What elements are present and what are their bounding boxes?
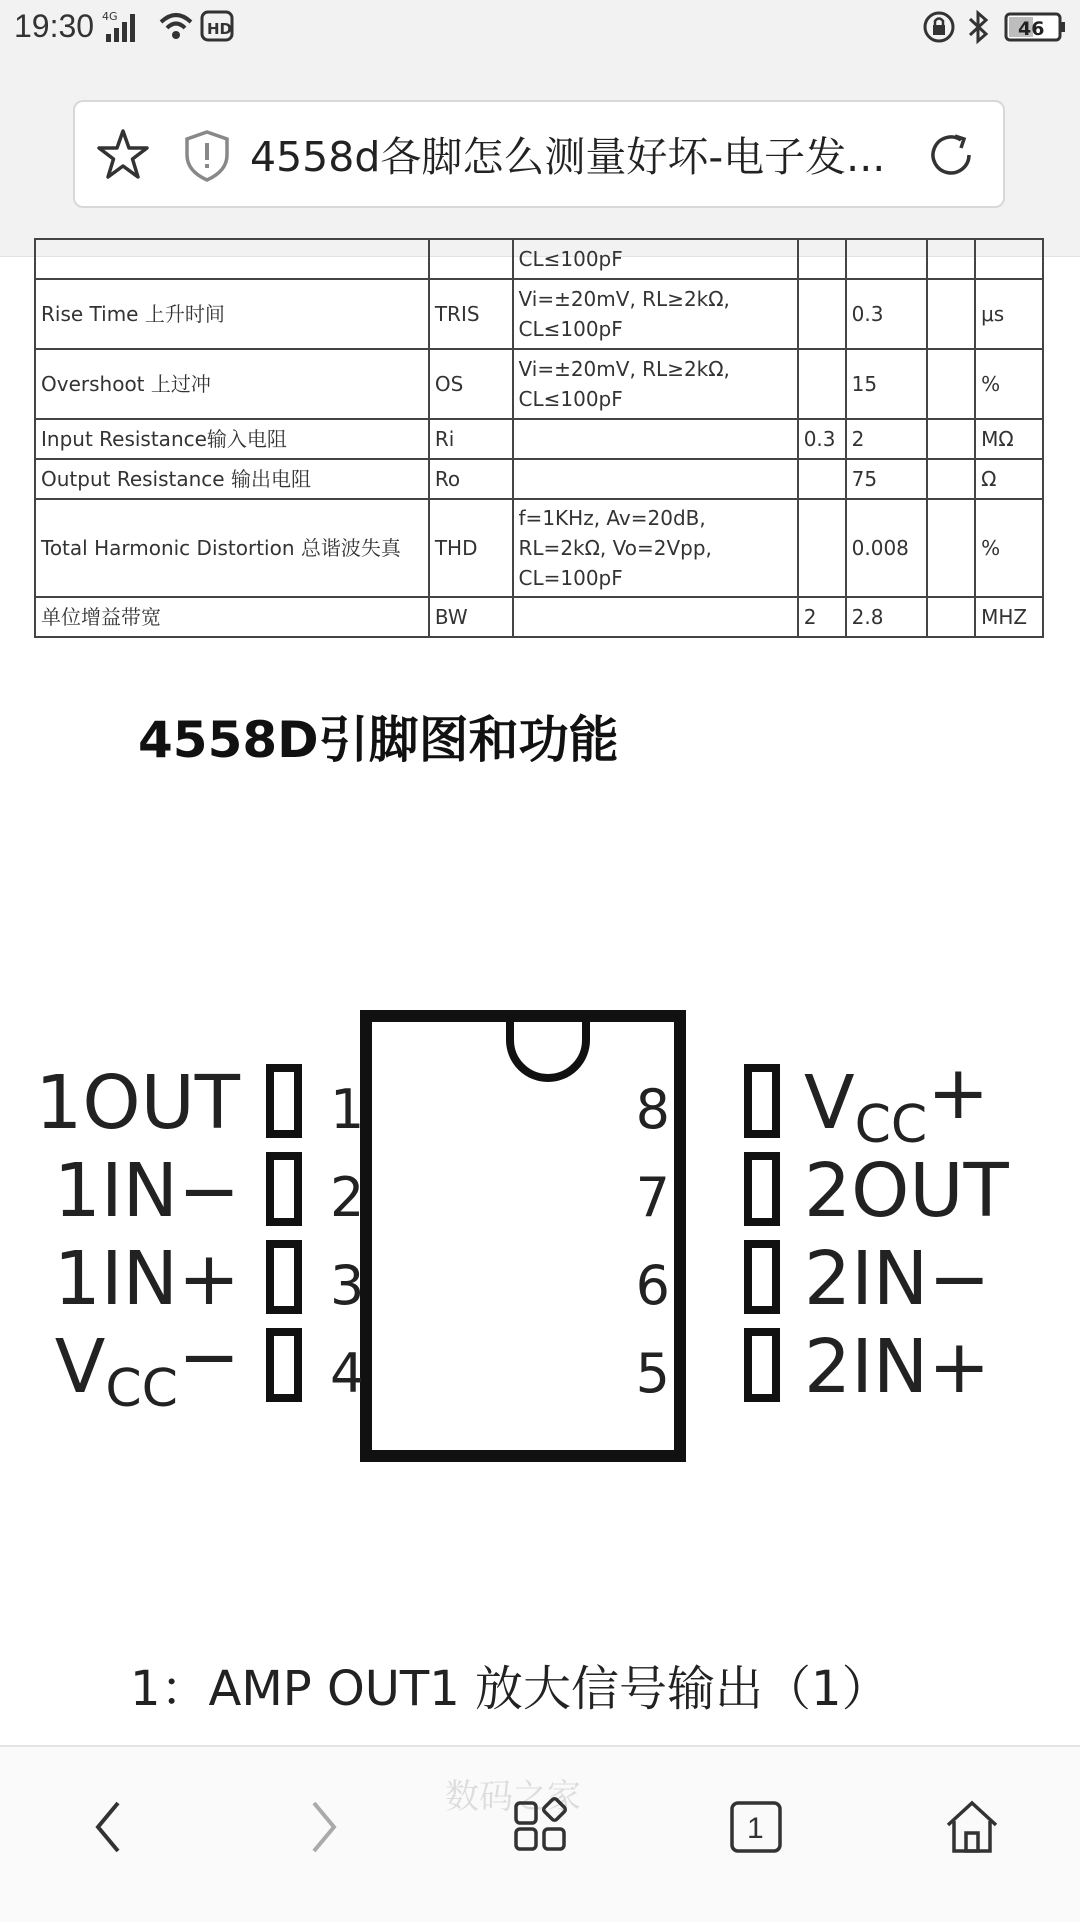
- table-row: [35, 459, 1043, 499]
- back-button[interactable]: [68, 1787, 148, 1867]
- table-cell-condition: Vi=±20mV, RL≥2kΩ, CL≤100pF: [513, 279, 798, 349]
- table-cell-max: [927, 239, 975, 279]
- table-cell-typ: 2.8: [846, 597, 928, 637]
- pin-label: 2IN−: [804, 1236, 991, 1322]
- table-cell-typ: 15: [846, 349, 928, 419]
- bookmark-star-icon[interactable]: [95, 127, 151, 183]
- pin-lead: [748, 1244, 776, 1310]
- table-cell-min: [798, 239, 846, 279]
- table-row: [35, 499, 1043, 597]
- table-cell-typ: 0.3: [846, 279, 928, 349]
- pin-label: VCC+: [804, 1050, 990, 1155]
- table-cell-symbol: OS: [429, 349, 513, 419]
- hd-label: HD: [207, 20, 233, 38]
- menu-button[interactable]: [500, 1787, 580, 1867]
- pin-number: 3: [330, 1254, 365, 1317]
- spec-table: [34, 238, 1044, 638]
- pin-number: 6: [635, 1254, 670, 1317]
- pin-label: VCC−: [54, 1314, 240, 1419]
- home-icon: [942, 1797, 1002, 1857]
- table-cell-typ: [846, 239, 928, 279]
- page-title[interactable]: 4558d各脚怎么测量好坏-电子发...: [250, 133, 886, 181]
- table-row: [35, 239, 1043, 279]
- table-cell-max: [927, 499, 975, 597]
- table-cell-unit: MHZ: [975, 597, 1043, 637]
- table-cell-condition: CL≤100pF: [513, 239, 798, 279]
- forward-button[interactable]: [284, 1787, 364, 1867]
- pin-number: 2: [330, 1166, 365, 1229]
- table-cell-param: Input Resistance输入电阻: [35, 419, 429, 459]
- tab-count: 1: [747, 1812, 764, 1845]
- pin-number: 8: [635, 1078, 670, 1141]
- pin-label: 1OUT: [35, 1060, 240, 1146]
- battery-level: 46: [1018, 18, 1045, 40]
- battery-icon: [1004, 10, 1068, 44]
- section-heading: 4558D引脚图和功能: [138, 711, 619, 769]
- table-cell-typ: 75: [846, 459, 928, 499]
- status-time: 19:30: [14, 8, 95, 44]
- home-button[interactable]: [932, 1787, 1012, 1867]
- rotation-lock-icon: [922, 10, 958, 44]
- table-cell-max: [927, 349, 975, 419]
- table-cell-symbol: [429, 239, 513, 279]
- table-cell-condition: Vi=±20mV, RL≥2kΩ, CL≤100pF: [513, 349, 798, 419]
- table-cell-unit: MΩ: [975, 419, 1043, 459]
- security-shield-icon[interactable]: [183, 129, 231, 183]
- address-bar[interactable]: [73, 100, 1005, 208]
- pin-description: 1：AMP OUT1 放大信号输出（1）: [130, 1661, 890, 1717]
- table-row: [35, 349, 1043, 419]
- pin-label: 2OUT: [804, 1148, 1009, 1234]
- table-cell-unit: %: [975, 349, 1043, 419]
- ic-body: [366, 1016, 680, 1456]
- pin-label: 2IN+: [804, 1324, 991, 1410]
- table-cell-symbol: Ro: [429, 459, 513, 499]
- pin-lead: [748, 1156, 776, 1222]
- table-cell-min: [798, 279, 846, 349]
- table-row: [35, 597, 1043, 637]
- table-cell-condition: [513, 459, 798, 499]
- pin-lead: [748, 1068, 776, 1134]
- table-cell-max: [927, 419, 975, 459]
- table-cell-min: 2: [798, 597, 846, 637]
- reload-icon[interactable]: [923, 127, 979, 183]
- table-cell-param: [35, 239, 429, 279]
- table-cell-param: Rise Time 上升时间: [35, 279, 429, 349]
- table-cell-typ: 0.008: [846, 499, 928, 597]
- table-cell-param: 单位增益带宽: [35, 597, 429, 637]
- pin-number: 7: [635, 1166, 670, 1229]
- bottom-navigation: [0, 1745, 1080, 1922]
- table-cell-max: [927, 597, 975, 637]
- pin-label: 1IN+: [53, 1236, 240, 1322]
- pin-lead: [748, 1332, 776, 1398]
- table-cell-condition: [513, 419, 798, 459]
- forward-arrow-icon: [304, 1797, 344, 1857]
- cellular-signal-icon: [102, 10, 150, 46]
- table-cell-min: [798, 499, 846, 597]
- table-cell-condition: f=1KHz, Av=20dB, RL=2kΩ, Vo=2Vpp, CL=100pF: [513, 499, 798, 597]
- table-cell-param: Output Resistance 输出电阻: [35, 459, 429, 499]
- status-bar: [0, 0, 1080, 56]
- table-cell-unit: Ω: [975, 459, 1043, 499]
- table-cell-symbol: TRIS: [429, 279, 513, 349]
- pin-lead: [270, 1068, 298, 1134]
- bluetooth-icon: [964, 10, 994, 44]
- table-cell-min: [798, 459, 846, 499]
- table-cell-unit: μs: [975, 279, 1043, 349]
- wifi-icon: [158, 10, 194, 44]
- table-cell-min: 0.3: [798, 419, 846, 459]
- spec-table-image: [30, 247, 1048, 644]
- network-type: 4G: [102, 10, 118, 23]
- back-arrow-icon: [88, 1797, 128, 1857]
- table-cell-param: Overshoot 上过冲: [35, 349, 429, 419]
- pin-number: 4: [330, 1342, 365, 1405]
- pin-lead: [270, 1332, 298, 1398]
- table-cell-symbol: BW: [429, 597, 513, 637]
- table-cell-min: [798, 349, 846, 419]
- table-cell-param: Total Harmonic Distortion 总谐波失真: [35, 499, 429, 597]
- tabs-button[interactable]: [716, 1787, 796, 1867]
- table-row: [35, 279, 1043, 349]
- watermark: 数码之家: [445, 1777, 581, 1817]
- ic-pinout-diagram: [35, 990, 1040, 1570]
- pin-label: 1IN−: [53, 1148, 240, 1234]
- table-cell-typ: 2: [846, 419, 928, 459]
- table-cell-unit: [975, 239, 1043, 279]
- hd-icon: [200, 10, 236, 44]
- table-cell-max: [927, 279, 975, 349]
- menu-grid-icon: [510, 1797, 570, 1857]
- table-cell-unit: %: [975, 499, 1043, 597]
- pin-lead: [270, 1156, 298, 1222]
- pin-lead: [270, 1244, 298, 1310]
- table-cell-symbol: Ri: [429, 419, 513, 459]
- table-cell-symbol: THD: [429, 499, 513, 597]
- tabs-icon: [726, 1797, 786, 1857]
- pin-number: 5: [635, 1342, 670, 1405]
- table-cell-condition: [513, 597, 798, 637]
- pin-number: 1: [330, 1078, 365, 1141]
- table-row: [35, 419, 1043, 459]
- browser-toolbar: [0, 56, 1080, 257]
- table-cell-max: [927, 459, 975, 499]
